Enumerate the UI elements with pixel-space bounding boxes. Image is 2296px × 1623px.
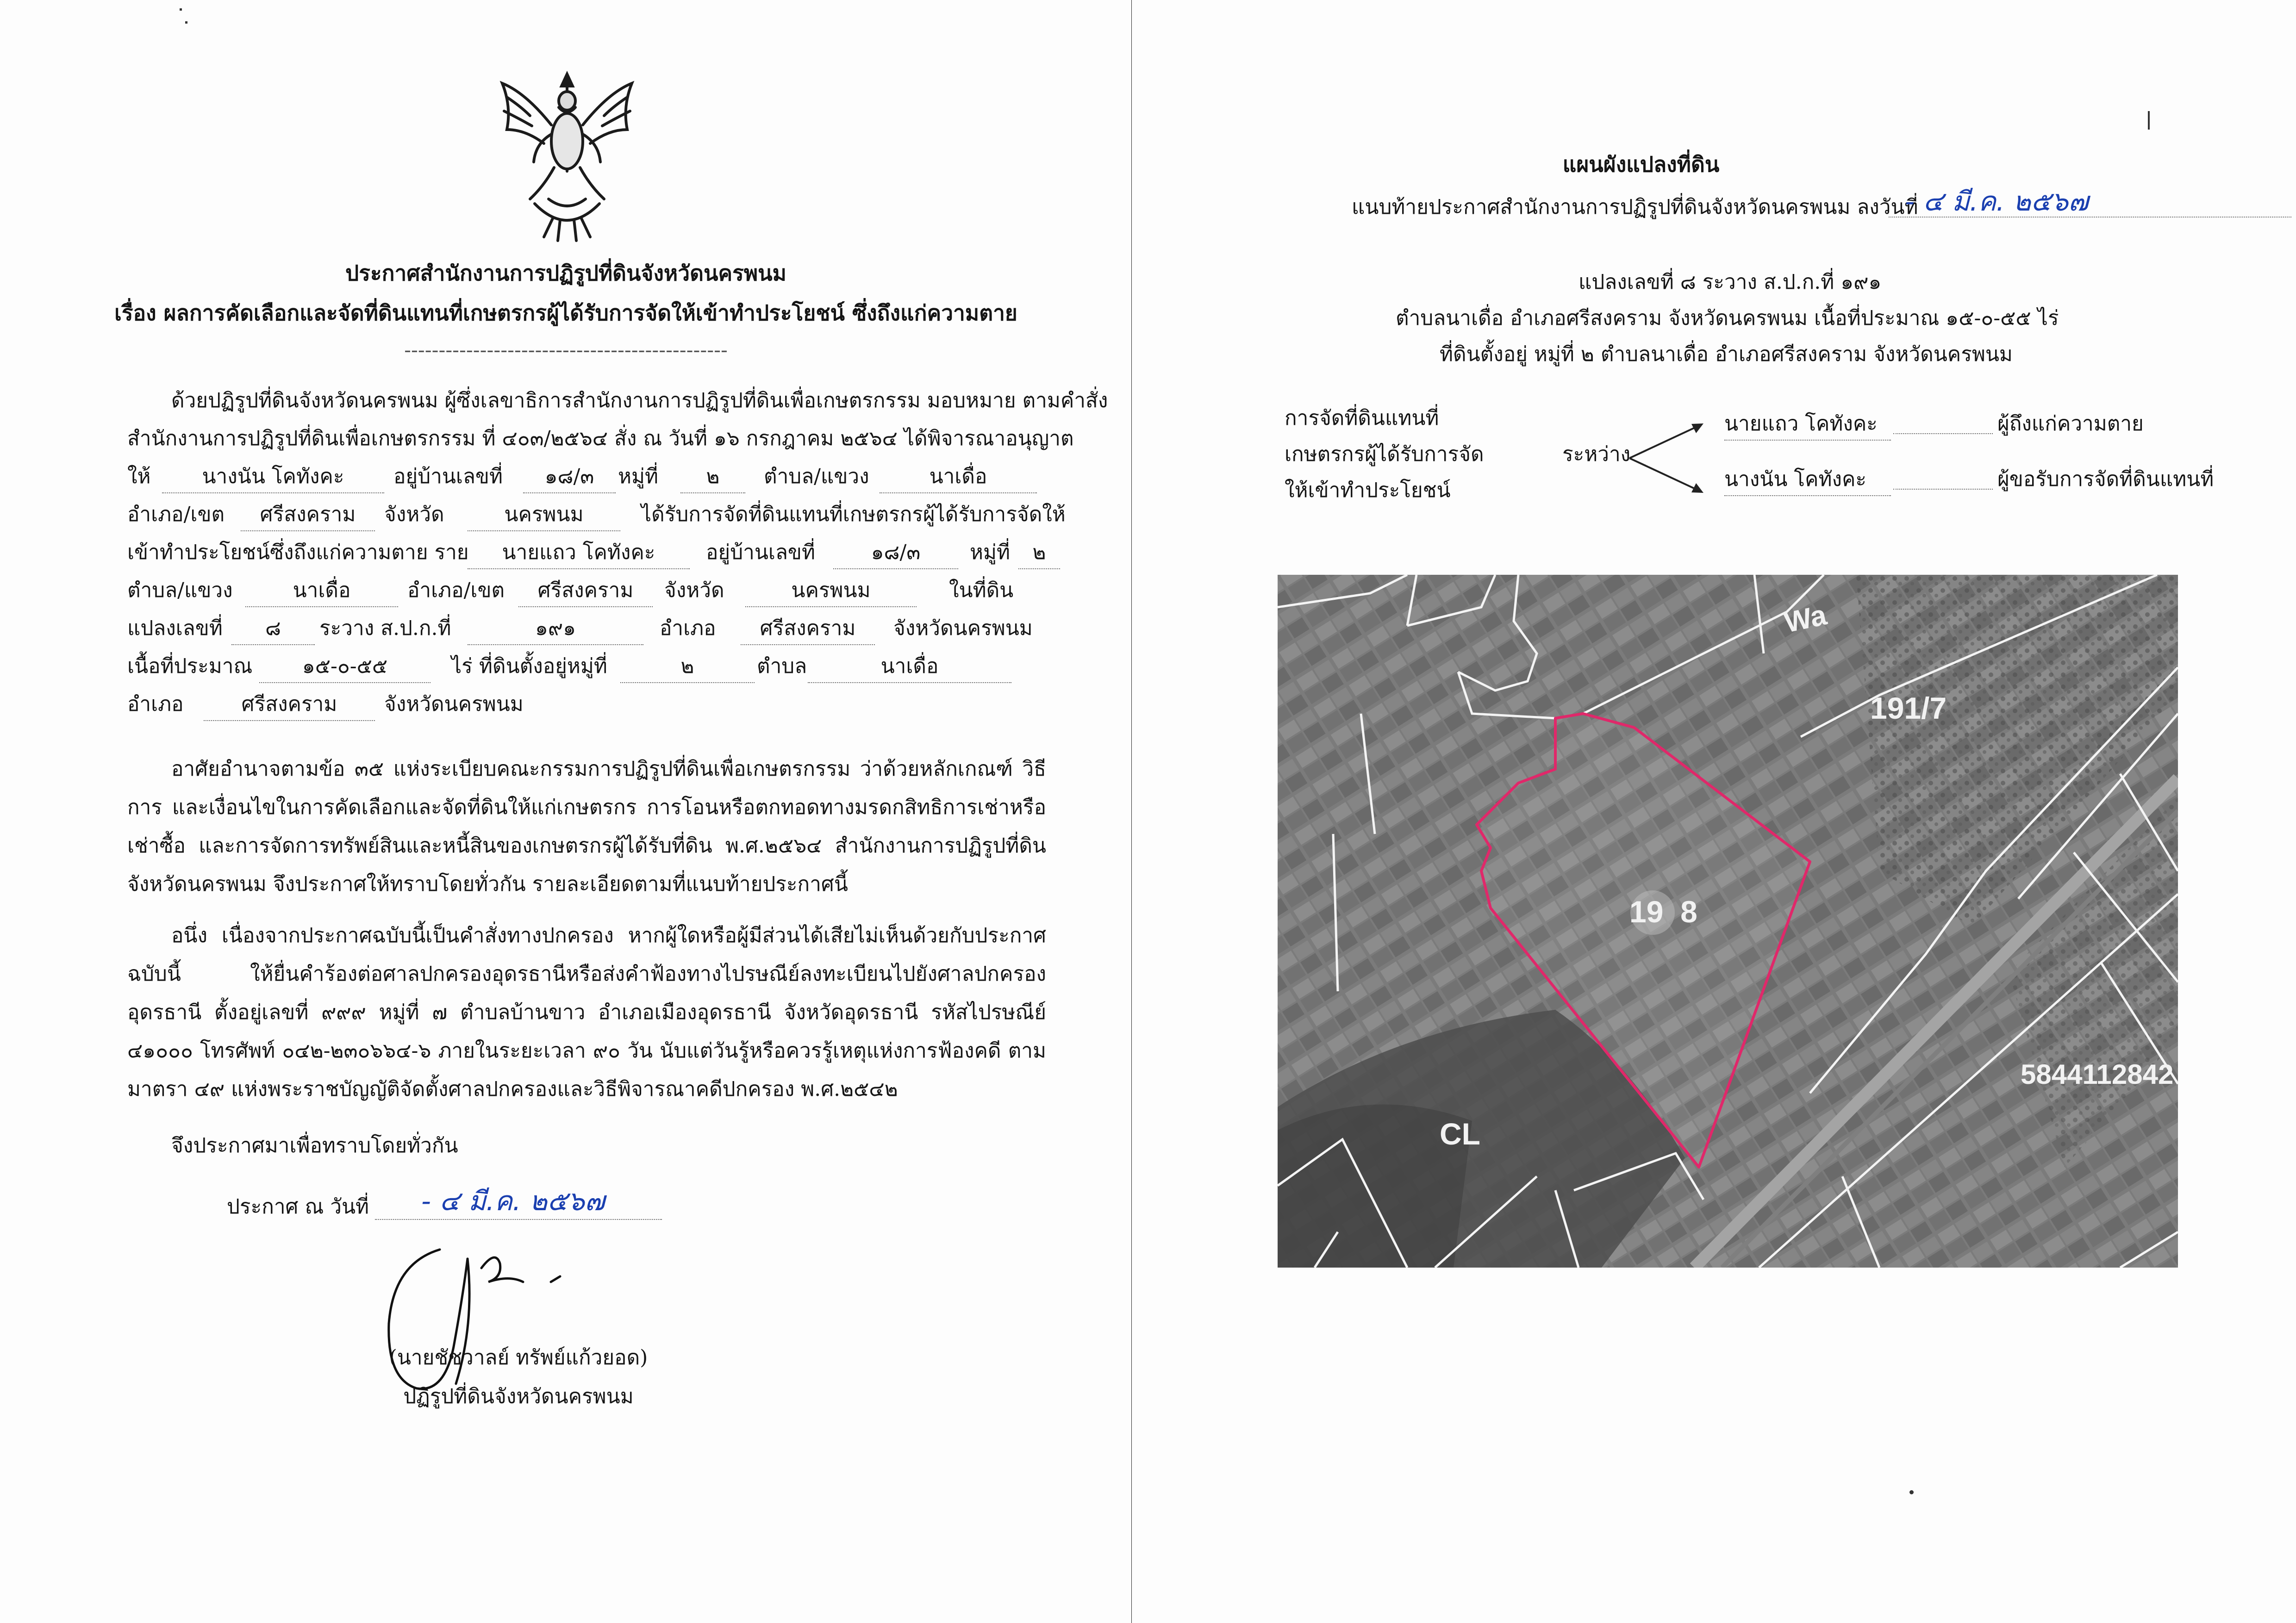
party-2-name: นางนัน โคทังคะ [1724,463,1891,496]
closing-line: จึงประกาศมาเพื่อทราบโดยทั่วกัน [171,1134,458,1157]
amphoe-3: ศรีสงคราม [741,612,875,645]
label-tambon: ตำบล/แขวง [764,465,869,488]
scan-speck [1909,1490,1914,1494]
deceased-name: นายแถว โคทังคะ [468,536,690,569]
annex-date: - ๔ มี.ค. ๒๕๖๗ [1905,186,2089,217]
scan-mark [2148,111,2150,130]
house-no-2: ๑๘/๓ [833,536,958,569]
label-plot: แปลงเลขที่ [127,616,223,640]
label-tambon-2: ตำบล/แขวง [127,578,233,602]
aerial-map-graphic [1278,575,2178,1268]
annex-title: แผนผังแปลงที่ดิน [1562,152,1720,177]
area: ๑๕-๐-๕๕ [259,650,430,683]
signer-name: (นายชัชวาลย์ ทรัพย์แก้วยอด) [389,1346,648,1369]
annex-site-line: ที่ดินตั้งอยู่ หมู่ที่ ๒ ตำบลนาเดื่อ อำเภอศรีสงคราม จังหวัดนครพนม [1440,342,2013,366]
map-label-parcel-code: 5844112842 [2021,1059,2174,1090]
allocation-label-3: ให้เข้าทำประโยชน์ [1285,479,1451,502]
garuda-emblem-icon [493,65,641,245]
label-area: เนื้อที่ประมาณ [127,654,253,678]
label-province-4: จังหวัดนครพนม [384,692,524,716]
plot-no: ๘ [231,612,315,645]
scan-speck [180,8,182,11]
label-rai: ไร่ [451,654,473,678]
tambon-2: นาเดื่อ [245,574,398,607]
party-2-line [1893,463,1993,490]
map-label-parcel-north: 191/7 [1870,691,1947,725]
moo-3: ๒ [620,650,755,683]
label-amphoe-3: อำเภอ [660,616,716,640]
announcement-title: ประกาศสำนักงานการปฏิรูปที่ดินจังหวัดนครพนม [345,261,786,286]
amphoe: ศรีสงคราม [241,498,375,531]
label-to: ให้ [127,465,151,488]
label-province: จังหวัด [384,503,444,526]
party-2-role: ผู้ขอรับการจัดที่ดินแทนที่ [1997,467,2214,491]
recipient-name: นางนัน โคทังคะ [162,460,384,493]
label-province-2: จังหวัด [664,578,724,602]
signer-title: ปฏิรูปที่ดินจังหวัดนครพนม [403,1385,634,1408]
map-label-parcel-main: 19 8 [1629,895,1697,929]
party-1-role: ผู้ถึงแก่ความตาย [1997,412,2144,435]
paragraph-1-line-2: สำนักงานการปฏิรูปที่ดินเพื่อเกษตรกรรม ที่ ๔๐๓/๒๕๖๔ สั่ง ณ วันที่ ๑๖ กรกฎาคม ๒๕๖๔ ได้พิจารณาอนุญาต [127,427,1074,450]
aerial-map[interactable] [1278,575,2178,1268]
announcement-subject: เรื่อง ผลการคัดเลือกและจัดที่ดินแทนที่เกษตรกรผู้ได้รับการจัดให้เข้าทำประโยชน์ ซึ่งถึงแก่ความตาย [114,300,1017,325]
province: นครพนม [468,498,620,531]
label-map-sheet: ระวาง ส.ป.ก.ที่ [319,616,451,640]
announcement-page [0,0,1132,1623]
announced-date: - ๔ มี.ค. ๒๕๖๗ [421,1185,605,1217]
deceased-text: เข้าทำประโยชน์ซึ่งถึงแก่ความตาย ราย [127,541,469,564]
moo: ๒ [680,460,745,493]
label-located: ที่ดินตั้งอยู่หมู่ที่ [479,654,607,678]
label-moo: หมู่ที่ [618,465,659,488]
map-sheet: ๑๙๑ [468,612,643,645]
amphoe-2: ศรีสงคราม [518,574,653,607]
tambon: นาเดื่อ [880,460,1037,493]
label-house-no: อยู่บ้านเลขที่ [393,465,503,488]
label-amphoe: อำเภอ/เขต [127,503,225,526]
party-1-name: นายแถว โคทังคะ [1724,407,1891,441]
allocation-label-2: เกษตรกรผู้ได้รับการจัด [1285,442,1484,466]
annex-subtitle: แนบท้ายประกาศสำนักงานการปฏิรูปที่ดินจังหวัดนครพนม ลงวันที่ [1352,195,1918,219]
paragraph-3: อนึ่ง เนื่องจากประกาศฉบับนี้เป็นคำสั่งทางปกครอง หากผู้ใดหรือผู้มีส่วนได้เสียไม่เห็นด้วยกับประกาศฉบับนี้ ให้ยื่นคำร้องต่อศาลปกครองอุดรธานีหรือส่งคำฟ้องทางไปรษณีย์ลงทะเบียนไปยังศาลปกครองอุดรธานี ตั้งอยู่เลขที่ ๙๙๙ หมู่ที่ ๗ ตำบลบ้านขาว อำเภอเมืองอุดรธานี จังหวัดอุดรธานี รหัสไปรษณีย์ ๔๑๐๐๐ โทรศัพท์ ๐๔๒-๒๓๐๖๖๔-๖ ภายในระยะเวลา ๙๐ วัน นับแต่วันรู้หรือควรรู้เหตุแห่งการฟ้องคดี ตามมาตรา ๔๙ แห่งพระราชบัญญัติจัดตั้งศาลปกครองและวิธีพิจารณาคดีปกครอง พ.ศ.๒๕๔๒ [127,924,1046,1101]
paragraph-2: อาศัยอำนาจตามข้อ ๓๕ แห่งระเบียบคณะกรรมการปฏิรูปที่ดินเพื่อเกษตรกรรม ว่าด้วยหลักเกณฑ์ วิธีการ และเงื่อนไขในการคัดเลือกและจัดที่ดินให้แก่เกษตรกร การโอนหรือตกทอดทางมรดกสิทธิการเช่าหรือเช่าซื้อ และการจัดการทรัพย์สินและหนี้สินของเกษตรกรผู้ได้รับที่ดิน พ.ศ.๒๕๖๔ สำนักงานการปฏิรูปที่ดินจังหวัดนครพนม จึงประกาศให้ทราบโดยทั่วกัน รายละเอียดตามที่แนบท้ายประกาศนี้ [127,757,1046,896]
moo-2: ๒ [1018,536,1060,569]
annex-location-line: ตำบลนาเดื่อ อำเภอศรีสงคราม จังหวัดนครพนม เนื้อที่ประมาณ ๑๕-๐-๕๕ ไร่ [1396,306,2059,330]
party-1-line [1893,407,1993,434]
label-amphoe-4: อำเภอ [127,692,184,716]
scan-speck [185,21,187,24]
between-label: ระหว่าง [1562,442,1631,466]
label-in-land: ในที่ดิน [949,578,1014,602]
province-2: นครพนม [745,574,917,607]
map-label-wa: Wa [1781,599,1829,639]
annex-plot-line: แปลงเลขที่ ๘ ระวาง ส.ป.ก.ที่ ๑๙๑ [1578,270,1882,294]
allocation-label-1: การจัดที่ดินแทนที่ [1285,406,1439,430]
received-text: ได้รับการจัดที่ดินแทนที่เกษตรกรผู้ได้รับการจัดให้ [641,503,1066,526]
amphoe-4: ศรีสงคราม [204,688,375,721]
label-moo-2: หมู่ที่ [970,541,1011,564]
house-no: ๑๘/๓ [523,460,616,493]
label-announced-on: ประกาศ ณ วันที่ [227,1195,369,1219]
label-province-3: จังหวัดนครพนม [893,616,1033,640]
map-label-cl: CL [1440,1117,1480,1151]
label-amphoe-2: อำเภอ/เขต [407,578,505,602]
label-tambon-3: ตำบล [757,654,807,678]
paragraph-1-line-1: ด้วยปฏิรูปที่ดินจังหวัดนครพนม ผู้ซึ่งเลขาธิการสำนักงานการปฏิรูปที่ดินเพื่อเกษตรกรรม มอบหมาย ตามคำสั่ง [171,389,1108,412]
tambon-3: นาเดื่อ [808,650,1011,683]
between-arrows-icon [1625,412,1708,504]
label-house-no-2: อยู่บ้านเลขที่ [706,541,816,564]
title-separator: ----------------------------------------------- [404,338,728,362]
